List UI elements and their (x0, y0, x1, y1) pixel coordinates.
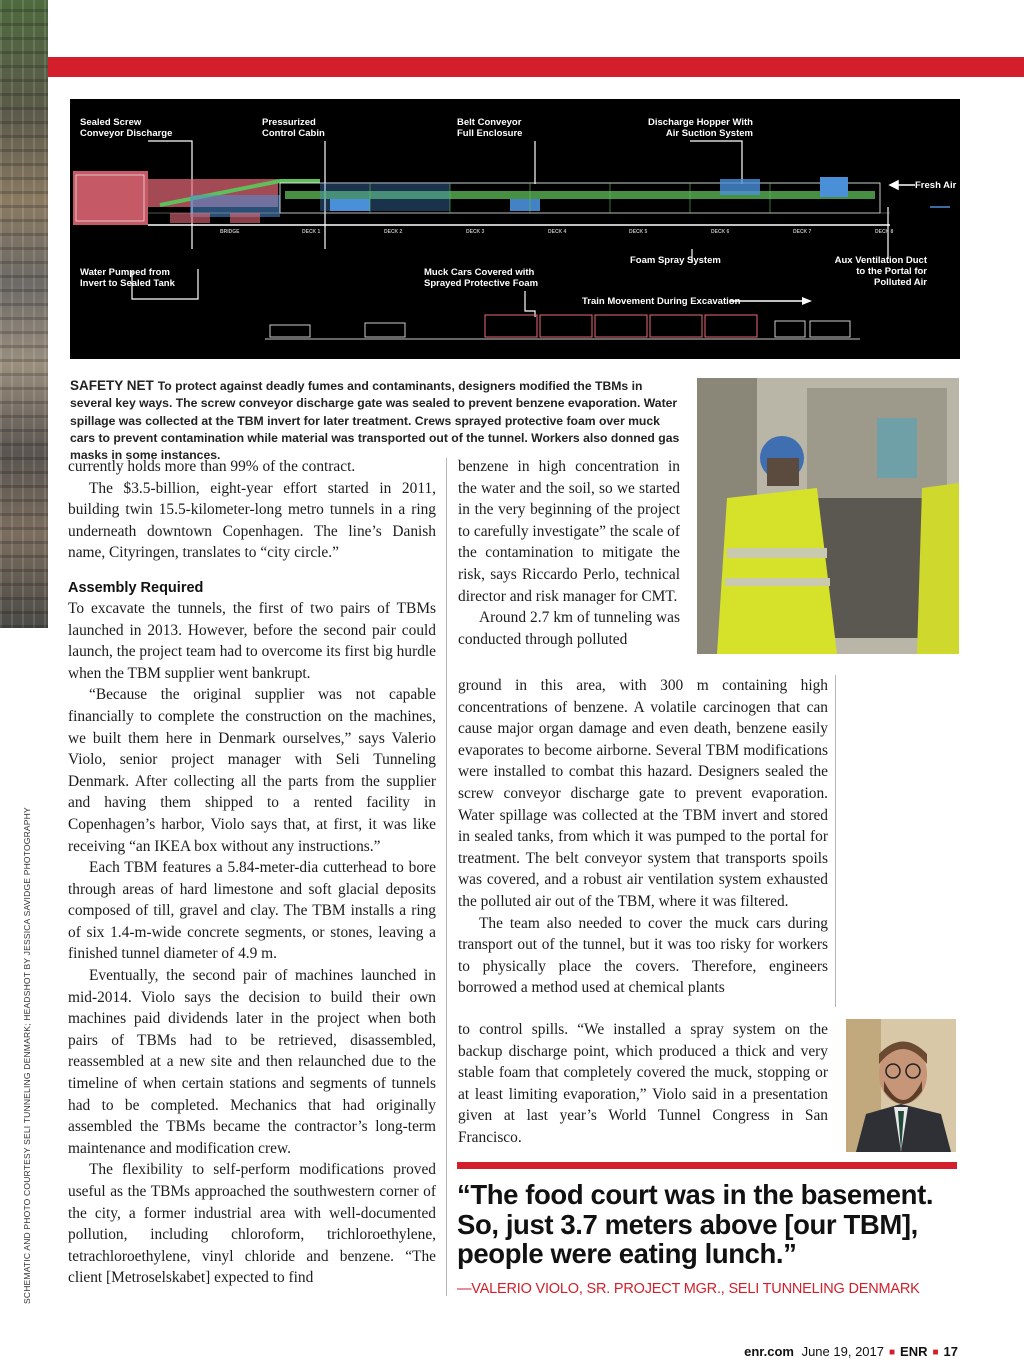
article-column-right-top (458, 456, 680, 650)
folio-separator-icon: ■ (932, 1347, 939, 1358)
article-column-right-bottom (458, 1019, 828, 1149)
deck-label: DECK 2 (384, 229, 403, 235)
folio-page-number: 17 (943, 1344, 958, 1359)
figure-caption (70, 377, 680, 464)
label-discharge-hopper: Discharge Hopper With Air Suction System (648, 117, 753, 139)
city-aerial-photo (0, 0, 48, 628)
paragraph: benzene in high concentration in the water and the soil, so we started in the very beginning of the project to carefully investigate” the scale of the contamination to mitigate the risk, says Riccardo Perlo, technical director and risk manager for CMT. (458, 458, 680, 605)
label-pressurized-cabin: Pressurized Control Cabin (262, 117, 325, 139)
deck-label: DECK 1 (302, 229, 321, 235)
deck-label: DECK 4 (548, 229, 567, 235)
paragraph: currently holds more than 99% of the contract. (68, 458, 356, 475)
paragraph: Each TBM features a 5.84-meter-dia cutterhead to bore through areas of hard limestone and soft glacial deposits composed of till, gravel and clay. The TBM installs a ring of six 1.4-m-wide concrete segments, or stones, leaving a finished tunnel diameter of 4.9 m. (68, 859, 436, 963)
pull-quote-rule (457, 1162, 957, 1169)
paragraph: Eventually, the second pair of machines launched in mid-2014. Violo says the decision to build their own machines paid dividends later in the project when both pairs of TBMs had to be retrieved, disassembled, reassembled at a new site and then relaunched due to the timeline of when certain stations and segments of tunnels had to be completed. Mechanics that had originally assembled the TBMs became the contractor’s long-term maintenance and modification crew. (68, 967, 436, 1157)
headshot-image (846, 1019, 956, 1152)
folio-brand: ENR (900, 1344, 928, 1359)
deck-label: DECK 7 (793, 229, 812, 235)
deck-label: DECK 3 (466, 229, 485, 235)
label-fresh-air: Fresh Air (915, 180, 957, 191)
paragraph: The team also needed to cover the muck cars during transport out of the tunnel, but it was too risky for workers to physically place the covers. Therefore, engineers borrowed a method used at chemical plants (458, 914, 828, 997)
caption-text: To protect against deadly fumes and contaminants, designers modified the TBMs in several key ways. The screw conveyor discharge gate was sealed to prevent benzene evaporation. Water spillage was collected at the TBM invert for later treatment. Crews sprayed protective foam over muck cars to prevent contamination while material was transported out of the tunnel. Workers also donned gas masks in some instances. (70, 379, 680, 463)
label-train-movement: Train Movement During Excavation (582, 296, 741, 307)
deck-label: DECK 8 (875, 229, 894, 235)
paragraph: To excavate the tunnels, the first of two pairs of TBMs launched in 2013. However, before the second pair could launch, the project team had to overcome its first big hurdle when the TBM supplier went bankrupt. (68, 599, 436, 682)
section-heading: Assembly Required (68, 579, 204, 596)
label-aux-ventilation: Aux Ventilation Duct to the Portal for Polluted Air (834, 255, 927, 288)
worker-gas-mask-photo (697, 378, 959, 654)
paragraph: The $3.5-billion, eight-year effort started in 2011, building twin 15.5-kilometer-long metro tunnels in a ring underneath downtown Copenhagen. The line’s Danish name, Cityringen, translates to “city circle.” (68, 479, 436, 562)
article-column-right-middle (458, 675, 828, 999)
label-belt-conveyor: Belt Conveyor Full Enclosure (457, 117, 523, 139)
worker-photo-image (697, 378, 959, 654)
label-water-pumped: Water Pumped from Invert to Sealed Tank (80, 267, 175, 289)
pull-quote: “The food court was in the basement. So, just 3.7 meters above [our TBM], people were eating lunch.” (457, 1179, 934, 1269)
folio-separator-icon: ■ (888, 1347, 896, 1358)
deck-labels-row (220, 229, 894, 239)
caption-kicker: SAFETY NET (70, 378, 154, 393)
header-red-band (48, 57, 1024, 77)
paragraph: The flexibility to self-perform modifications proved useful as the TBMs approached the southwestern corner of the city, a former industrial area with well-documented pollution, including chloroform, trichloroethylene, tetrachloroethylene, vinyl chloride and benzene. “The client [Metroselskabet] expected to find (68, 1161, 436, 1287)
label-sealed-screw: Sealed Screw Conveyor Discharge (80, 117, 173, 139)
article-column-left (68, 456, 436, 1289)
photo-credit: SCHEMATIC AND PHOTO COURTESY SELI TUNNELING DENMARK; HEADSHOT BY JESSICA SAVIDGE PHOTOGRAPHY (22, 807, 32, 1304)
pull-quote-attribution: —VALERIO VIOLO, SR. PROJECT MGR., SELI TUNNELING DENMARK (457, 1281, 920, 1297)
column-divider (835, 675, 836, 1007)
paragraph: to control spills. “We installed a spray system on the backup discharge point, which produced a thick and very stable foam that completely covered the muck, stopping or at least limiting evaporation,” Violo said in a presentation given at last year’s World Tunnel Congress in San Francisco. (458, 1021, 828, 1146)
paragraph: Around 2.7 km of tunneling was conducted through polluted (458, 609, 680, 648)
deck-label: DECK 5 (629, 229, 648, 235)
tbm-schematic (70, 99, 960, 359)
headshot-photo (846, 1019, 956, 1152)
paragraph: ground in this area, with 300 m containing high concentrations of benzene. A volatile carcinogen that can cause major organ damage and even death, benzene easily evaporates to become airborne. Several TBM modifications were installed to combat this hazard. Designers sealed the screw conveyor discharge gate to prevent evaporation. Water spillage was collected at the TBM invert and stored in sealed tanks, from which it was pumped to the portal for treatment. The belt conveyor system that transports spoils was covered, and a robust air ventilation system exhausted the polluted air out of the TBM, where it was filtered. (458, 677, 828, 910)
paragraph: “Because the original supplier was not capable financially to complete the construction on the machines, we built them here in Denmark ourselves,” says Valerio Violo, senior project manager with Seli Tunneling Denmark. After collecting all the parts from the supplier and having them shipped to a rented facility in Copenhagen’s harbor, Violo says that, at first, it was like receiving “an IKEA box without any instructions.” (68, 686, 436, 855)
folio-date: June 19, 2017 (801, 1344, 884, 1359)
deck-label: BRIDGE (220, 229, 240, 235)
page-folio (700, 1344, 958, 1359)
column-divider (446, 458, 447, 1296)
folio-site: enr.com (744, 1344, 794, 1359)
deck-label: DECK 6 (711, 229, 730, 235)
label-foam-spray: Foam Spray System (630, 255, 721, 266)
label-muck-cars: Muck Cars Covered with Sprayed Protective Foam (424, 267, 539, 289)
